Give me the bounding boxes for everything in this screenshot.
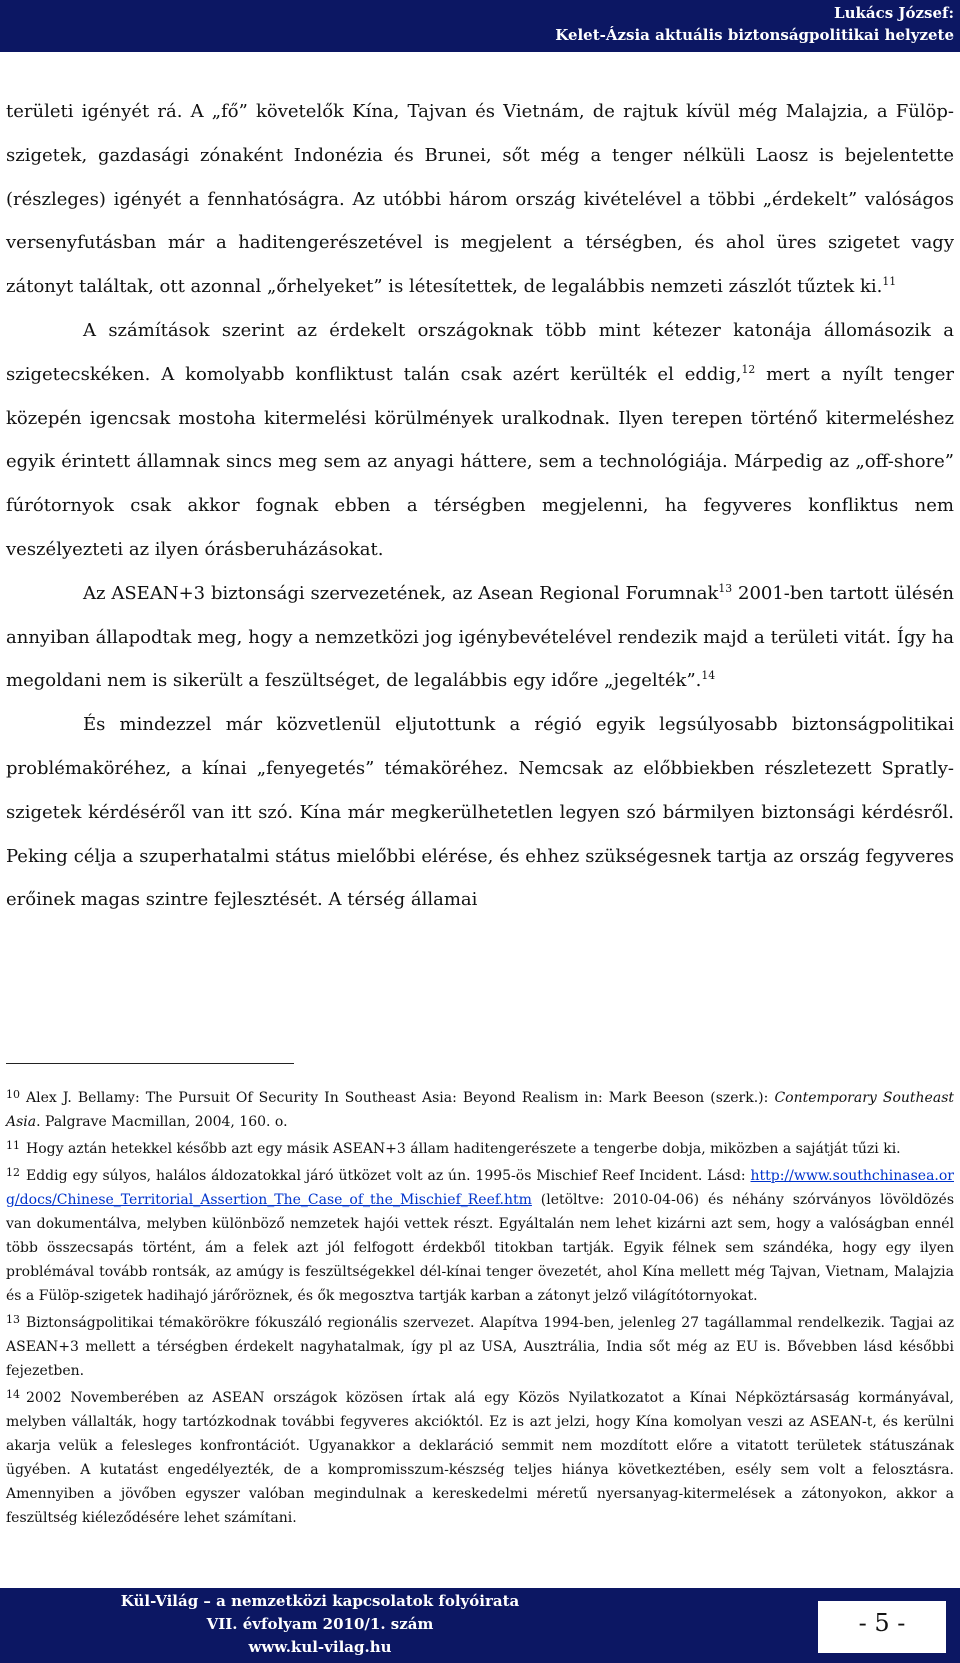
page-number: - 5 -	[858, 1609, 906, 1637]
footnote-number: 14	[6, 1388, 20, 1401]
header-title: Kelet-Ázsia aktuális biztonságpolitikai helyzete	[555, 26, 954, 44]
footnote-13	[6, 1308, 954, 1383]
paragraph-4	[6, 703, 954, 922]
footnote-text: (letöltve: 2010-04-06) és néhány szórványos lövöldözés van dokumentálva, melyben különböző nemzetek hajói vettek részt. Egyáltalán nem lehet kizárni azt sem, hogy a valóságban ennél több összecsapás történt, ám a felek azt jól felfogott érdekből titokban tartják. Egyik félnek sem szándéka, hogy egy ilyen problémával tovább rontsák, az amúgy is feszültségekkel dél-kínai tenger övezetét, ahol Kína mellett még Tajvan, Vietnam, Malajzia és a Fülöp-szigetek hadihajó járőröznek, és ők megosztva tartják karban a zátonyt jelző világítótornyokat.	[6, 1192, 954, 1304]
footer-url[interactable]: www.kul-vilag.hu	[248, 1638, 392, 1656]
paragraph-3	[6, 572, 954, 703]
paragraph-2-text-b: mert a nyílt tenger közepén igencsak mostoha kitermelési körülmények uralkodnak. Ilyen terepen történő kitermeléshez egyik érintett államnak sincs meg sem az anyagi háttere, sem a technológiája. Márpedig az „off-shore” fúrótornyok csak akkor fognak ebben a térségben megjelenni, ha fegyveres konfliktus nem veszélyezteti az ilyen órásberuházásokat.	[6, 363, 955, 560]
footnote-ref-14[interactable]: 14	[701, 669, 716, 683]
footnote-ref-11[interactable]: 11	[882, 275, 897, 289]
footnote-12	[6, 1161, 954, 1308]
footnote-link[interactable]: http://www.southchinasea.org/docs/Chinese_Territorial_Assertion_The_Case_of_the_Mischief_Reef.htm	[6, 1168, 954, 1208]
footnote-number: 13	[6, 1313, 20, 1326]
paragraph-1-text: területi igényét rá. A „fő” követelők Kína, Tajvan és Vietnám, de rajtuk kívül még Malajzia, a Fülöp-szigetek, gazdasági zónaként Indonézia és Brunei, sőt még a tenger nélküli Laosz is bejelentette (részleges) igényét a fennhatóságra. Az utóbbi három ország kivételével a többi „érdekelt” valóságos versenyfutásban már a haditengerészetével is megjelent a térségben, és ahol üres szigetet vagy zátonyt találtak, ott azonnal „őrhelyeket” is létesítettek, de legalábbis nemzeti zászlót tűztek ki.	[6, 101, 954, 298]
footnote-text: . Palgrave Macmillan, 2004, 160. o.	[36, 1114, 288, 1130]
footnote-text: 2002 Novemberében az ASEAN országok közösen írtak alá egy Közös Nyilatkozatot a Kínai Népköztársaság kormányával, melyben vállalták, hogy tartózkodnak további fegyveres akcióktól. Ez is azt jelzi, hogy Kína komolyan veszi az ASEAN-t, és kerülni akarja velük a felesleges konfrontációt. Ugyanakkor a deklaráció semmit nem mozdított előre a vitatott területek státuszának ügyében. A kutatást engedélyezték, de a kompromisszum-készség teljes hiánya következtében, esély sem volt a felosztásra. Amennyiben a jövőben egyszer valóban megindulnak a kereskedelmi méretű nyersanyag-kitermelések a zátonyokon, akkor a feszültség kiéleződésére lehet számítani.	[6, 1390, 954, 1526]
footnote-text: Hogy aztán hetekkel később azt egy másik ASEAN+3 állam haditengerészete a tengerbe dobja, miközben a sajátját tűzi ki.	[26, 1141, 901, 1157]
paragraph-3-text-a: Az ASEAN+3 biztonsági szervezetének, az Asean Regional Forumnak	[83, 582, 719, 604]
paragraph-3-text-b: 2001-ben tartott ülésén annyiban állapodtak meg, hogy a nemzetközi jog igénybevételével rendezik majd a területi vitát. Így ha megoldani nem is sikerült a feszültséget, de legalábbis egy időre „jegelték”.	[6, 582, 954, 692]
footer-journal-name: Kül-Világ – a nemzetközi kapcsolatok folyóirata	[120, 1592, 520, 1610]
footnote-separator	[6, 1063, 294, 1064]
footnote-text: Alex J. Bellamy: The Pursuit Of Security In Southeast Asia: Beyond Realism in: Mark Beeson (szerk.):	[26, 1090, 775, 1106]
footnote-ref-13[interactable]: 13	[718, 581, 733, 595]
paragraph-2-text-a: A számítások szerint az érdekelt országoknak több mint kétezer katonája állomásozik a szigetecskéken. A komolyabb konfliktust talán csak azért kerülték el eddig,	[6, 319, 954, 385]
header-author: Lukács József:	[834, 4, 954, 22]
footnote-10	[6, 1083, 954, 1134]
footer-volume: VII. évfolyam 2010/1. szám	[206, 1615, 434, 1633]
footnote-number: 12	[6, 1166, 20, 1179]
body-text	[6, 90, 954, 922]
footnote-ref-12[interactable]: 12	[741, 362, 756, 376]
paragraph-4-text: És mindezzel már közvetlenül eljutottunk a régió egyik legsúlyosabb biztonságpolitikai problémaköréhez, a kínai „fenyegetés” témaköréhez. Nemcsak az előbbiekben részletezett Spratly-szigetek kérdéséről van itt szó. Kína már megkerülhetetlen legyen szó bármilyen biztonsági kérdésről. Peking célja a szuperhatalmi státus mielőbbi elérése, és ehhez szükségesnek tartja az ország fegyveres erőinek magas szintre fejlesztését. A térség államai	[6, 714, 954, 911]
footnote-11	[6, 1134, 954, 1161]
footnote-14	[6, 1383, 954, 1530]
footnote-number: 10	[6, 1088, 20, 1101]
footnote-text: Biztonságpolitikai témakörökre fókuszáló regionális szervezet. Alapítva 1994-ben, jelenleg 27 tagállammal rendelkezik. Tagjai az ASEAN+3 mellett a térségben érdekelt nagyhatalmak, így pl az USA, Ausztrália, India sőt még az EU is. Bővebben lásd későbbi fejezetben.	[6, 1315, 954, 1379]
footnote-text: Eddig egy súlyos, halálos áldozatokkal járó ütközet volt az ún. 1995-ös Mischief Reef Incident. Lásd:	[26, 1168, 751, 1184]
footnotes	[6, 1083, 954, 1530]
paragraph-2	[6, 309, 954, 572]
paragraph-1	[6, 90, 954, 309]
footnote-book-title: Contemporary Southeast Asia	[6, 1090, 955, 1130]
footnote-number: 11	[6, 1139, 20, 1152]
